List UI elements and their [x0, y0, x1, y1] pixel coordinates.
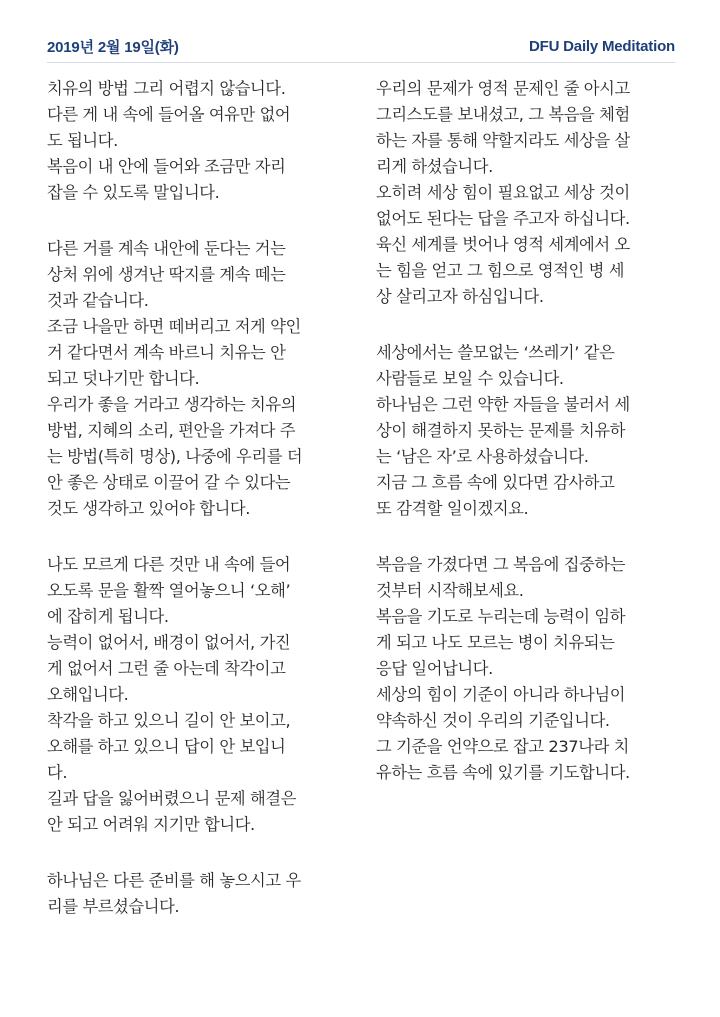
text-line: 우리의 문제가 영적 문제인 줄 아시고 [376, 79, 630, 98]
text-line: 오도록 문을 활짝 열어놓으니 ‘오해’ [47, 581, 291, 600]
text-line: 것도 생각하고 있어야 합니다. [47, 499, 251, 518]
text-line: 복음이 내 안에 들어와 조금만 자리 [47, 157, 286, 176]
text-line: 그 기준을 언약으로 잡고 237나라 치 [376, 737, 630, 756]
paragraph [47, 76, 345, 206]
text-line: 또 감격할 일이겠지요. [376, 499, 529, 518]
text-line: 게 없어서 그런 줄 아는데 착각이고 [47, 659, 286, 678]
text-line: 되고 덧나기만 합니다. [47, 369, 200, 388]
text-line: 세상의 힘이 기준이 아니라 하나님이 [376, 685, 626, 704]
text-line: 나도 모르게 다른 것만 내 속에 들어 [47, 555, 291, 574]
text-line: 다른 게 내 속에 들어올 여유만 없어 [47, 105, 291, 124]
text-line: 그리스도를 보내셨고, 그 복음을 체험 [376, 105, 630, 124]
text-line: 는 ‘남은 자’로 사용하셨습니다. [376, 447, 589, 466]
text-line: 오히려 세상 힘이 필요없고 세상 것이 [376, 183, 630, 202]
text-line: 치유의 방법 그리 어렵지 않습니다. [47, 79, 286, 98]
text-line: 오해입니다. [47, 685, 129, 704]
header-divider [47, 62, 675, 63]
text-line: 응답 일어납니다. [376, 659, 493, 678]
text-line: 유하는 흐름 속에 있기를 기도합니다. [376, 763, 630, 782]
text-line: 도 됩니다. [47, 131, 118, 150]
text-line: 지금 그 흐름 속에 있다면 감사하고 [376, 473, 615, 492]
text-line: 는 방법(특히 명상), 나중에 우리를 더 [47, 447, 303, 466]
text-line: 육신 세계를 벗어나 영적 세계에서 오 [376, 235, 630, 254]
text-line: 는 힘을 얻고 그 힘으로 영적인 병 세 [376, 261, 625, 280]
right-text-column [376, 76, 674, 816]
text-line: 리게 하셨습니다. [376, 157, 493, 176]
header-publication-title: DFU Daily Meditation [528, 37, 675, 55]
paragraph [47, 868, 345, 920]
text-line: 방법, 지혜의 소리, 편안을 가져다 주 [47, 421, 296, 440]
text-line: 상처 위에 생겨난 딱지를 계속 떼는 [47, 265, 286, 284]
text-line: 상 살리고자 하심입니다. [376, 287, 544, 306]
text-line: 오해를 하고 있으니 답이 안 보입니 [47, 737, 286, 756]
text-line: 리를 부르셨습니다. [47, 897, 180, 916]
text-line: 것과 같습니다. [47, 291, 149, 310]
text-line: 복음을 가졌다면 그 복음에 집중하는 [376, 555, 626, 574]
text-line: 안 좋은 상태로 이끌어 갈 수 있다는 [47, 473, 291, 492]
paragraph [376, 552, 674, 786]
text-line: 거 같다면서 계속 바르니 치유는 안 [47, 343, 286, 362]
text-line: 다른 거를 계속 내안에 둔다는 거는 [47, 239, 286, 258]
text-line: 하나님은 다른 준비를 해 놓으시고 우 [47, 871, 301, 890]
paragraph [47, 552, 345, 838]
text-line: 길과 답을 잃어버렸으니 문제 해결은 [47, 789, 297, 808]
text-line: 우리가 좋을 거라고 생각하는 치유의 [47, 395, 297, 414]
text-line: 하는 자를 통해 약할지라도 세상을 살 [376, 131, 630, 150]
text-line: 안 되고 어려워 지기만 합니다. [47, 815, 255, 834]
text-line: 복음을 기도로 누리는데 능력이 임하 [376, 607, 626, 626]
paragraph [47, 236, 345, 522]
text-line: 조금 나을만 하면 떼버리고 저게 약인 [47, 317, 301, 336]
paragraph [376, 76, 674, 310]
text-line: 사람들로 보일 수 있습니다. [376, 369, 564, 388]
page-header [47, 34, 675, 58]
left-text-column [47, 76, 345, 950]
text-line: 것부터 시작해보세요. [376, 581, 524, 600]
text-line: 착각을 하고 있으니 길이 안 보이고, [47, 711, 291, 730]
text-line: 에 잡히게 됩니다. [47, 607, 169, 626]
text-line: 게 되고 나도 모르는 병이 치유되는 [376, 633, 615, 652]
text-line: 약속하신 것이 우리의 기준입니다. [376, 711, 610, 730]
paragraph [376, 340, 674, 522]
header-date: 2019년 2월 19일(화) [47, 38, 179, 56]
text-line: 없어도 된다는 답을 주고자 하십니다. [376, 209, 630, 228]
text-line: 다. [47, 763, 68, 782]
text-line: 상이 해결하지 못하는 문제를 치유하 [376, 421, 626, 440]
text-line: 하나님은 그런 약한 자들을 불러서 세 [376, 395, 630, 414]
text-line: 잡을 수 있도록 말입니다. [47, 183, 220, 202]
text-line: 세상에서는 쓸모없는 ‘쓰레기’ 같은 [376, 343, 615, 362]
text-line: 능력이 없어서, 배경이 없어서, 가진 [47, 633, 291, 652]
